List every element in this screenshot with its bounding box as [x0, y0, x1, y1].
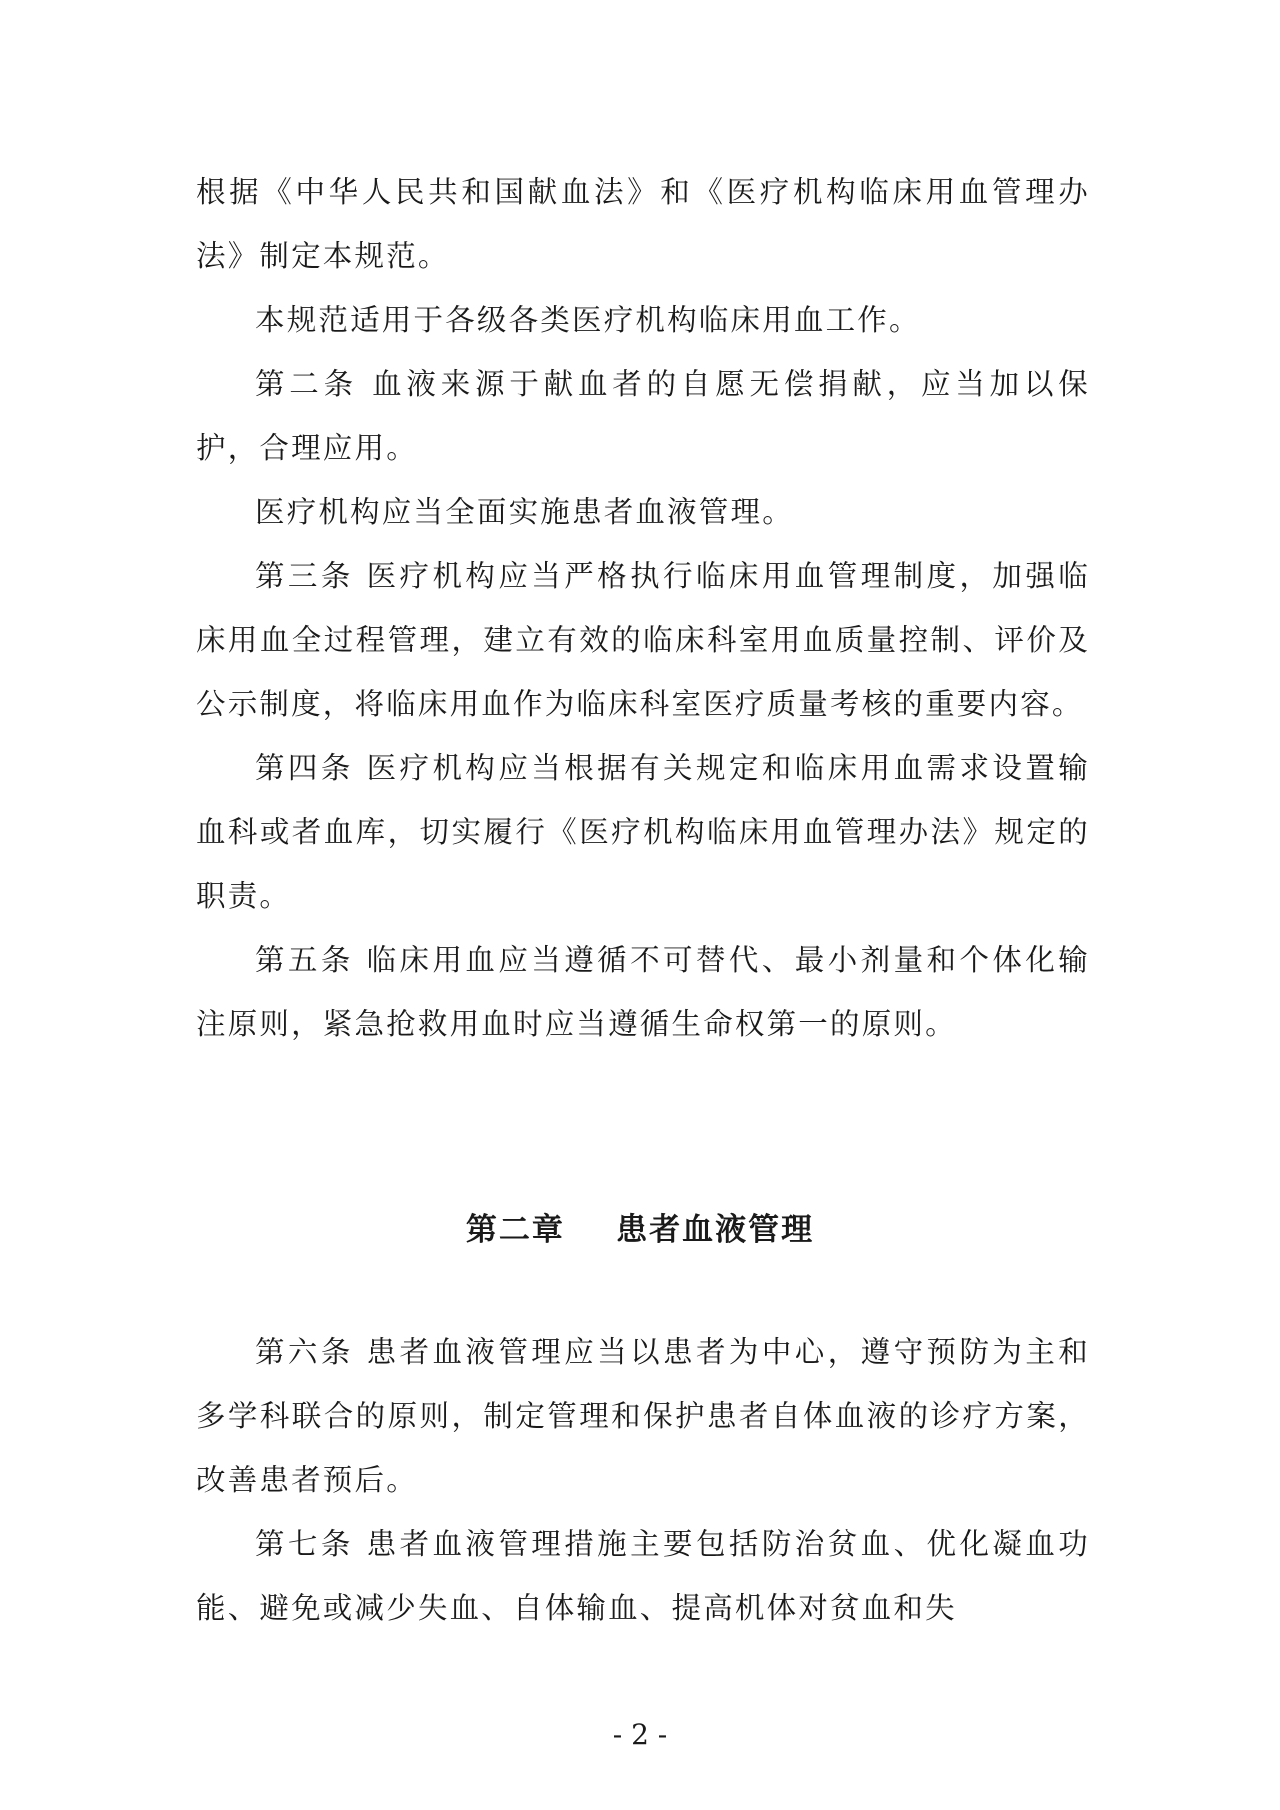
chapter-title: 第二章 患者血液管理 [465, 1212, 815, 1248]
paragraph-4: 医疗机构应当全面实施患者血液管理。 [255, 495, 794, 529]
paragraph-article-7: 第七条 患者血液管理措施主要包括防治贫血、优化凝血功能、避免或减少失血、自体输血、提高机体对贫血和失 [196, 1527, 1090, 1625]
paragraph-2: 本规范适用于各级各类医疗机构临床用血工作。 [255, 303, 921, 337]
paragraph-article-6: 第六条 患者血液管理应当以患者为中心，遵守预防为主和多学科联合的原则，制定管理和保护患者自体血液的诊疗方案，改善患者预后。 [196, 1335, 1090, 1497]
paragraph-1: 根据《中华人民共和国献血法》和《医疗机构临床用血管理办法》制定本规范。 [196, 175, 1090, 273]
page-number: - 2 - [612, 1718, 668, 1751]
body-text-before-chapter [196, 160, 1090, 1056]
body-text-after-chapter [196, 1320, 1090, 1640]
paragraph-article-4: 第四条 医疗机构应当根据有关规定和临床用血需求设置输血科或者血库，切实履行《医疗机构临床用血管理办法》规定的职责。 [196, 751, 1090, 913]
paragraph-article-2: 第二条 血液来源于献血者的自愿无偿捐献，应当加以保护，合理应用。 [196, 367, 1090, 465]
paragraph-article-5: 第五条 临床用血应当遵循不可替代、最小剂量和个体化输注原则，紧急抢救用血时应当遵循生命权第一的原则。 [196, 943, 1090, 1041]
paragraph-article-3: 第三条 医疗机构应当严格执行临床用血管理制度，加强临床用血全过程管理，建立有效的临床科室用血质量控制、评价及公示制度，将临床用血作为临床科室医疗质量考核的重要内容。 [196, 559, 1090, 721]
